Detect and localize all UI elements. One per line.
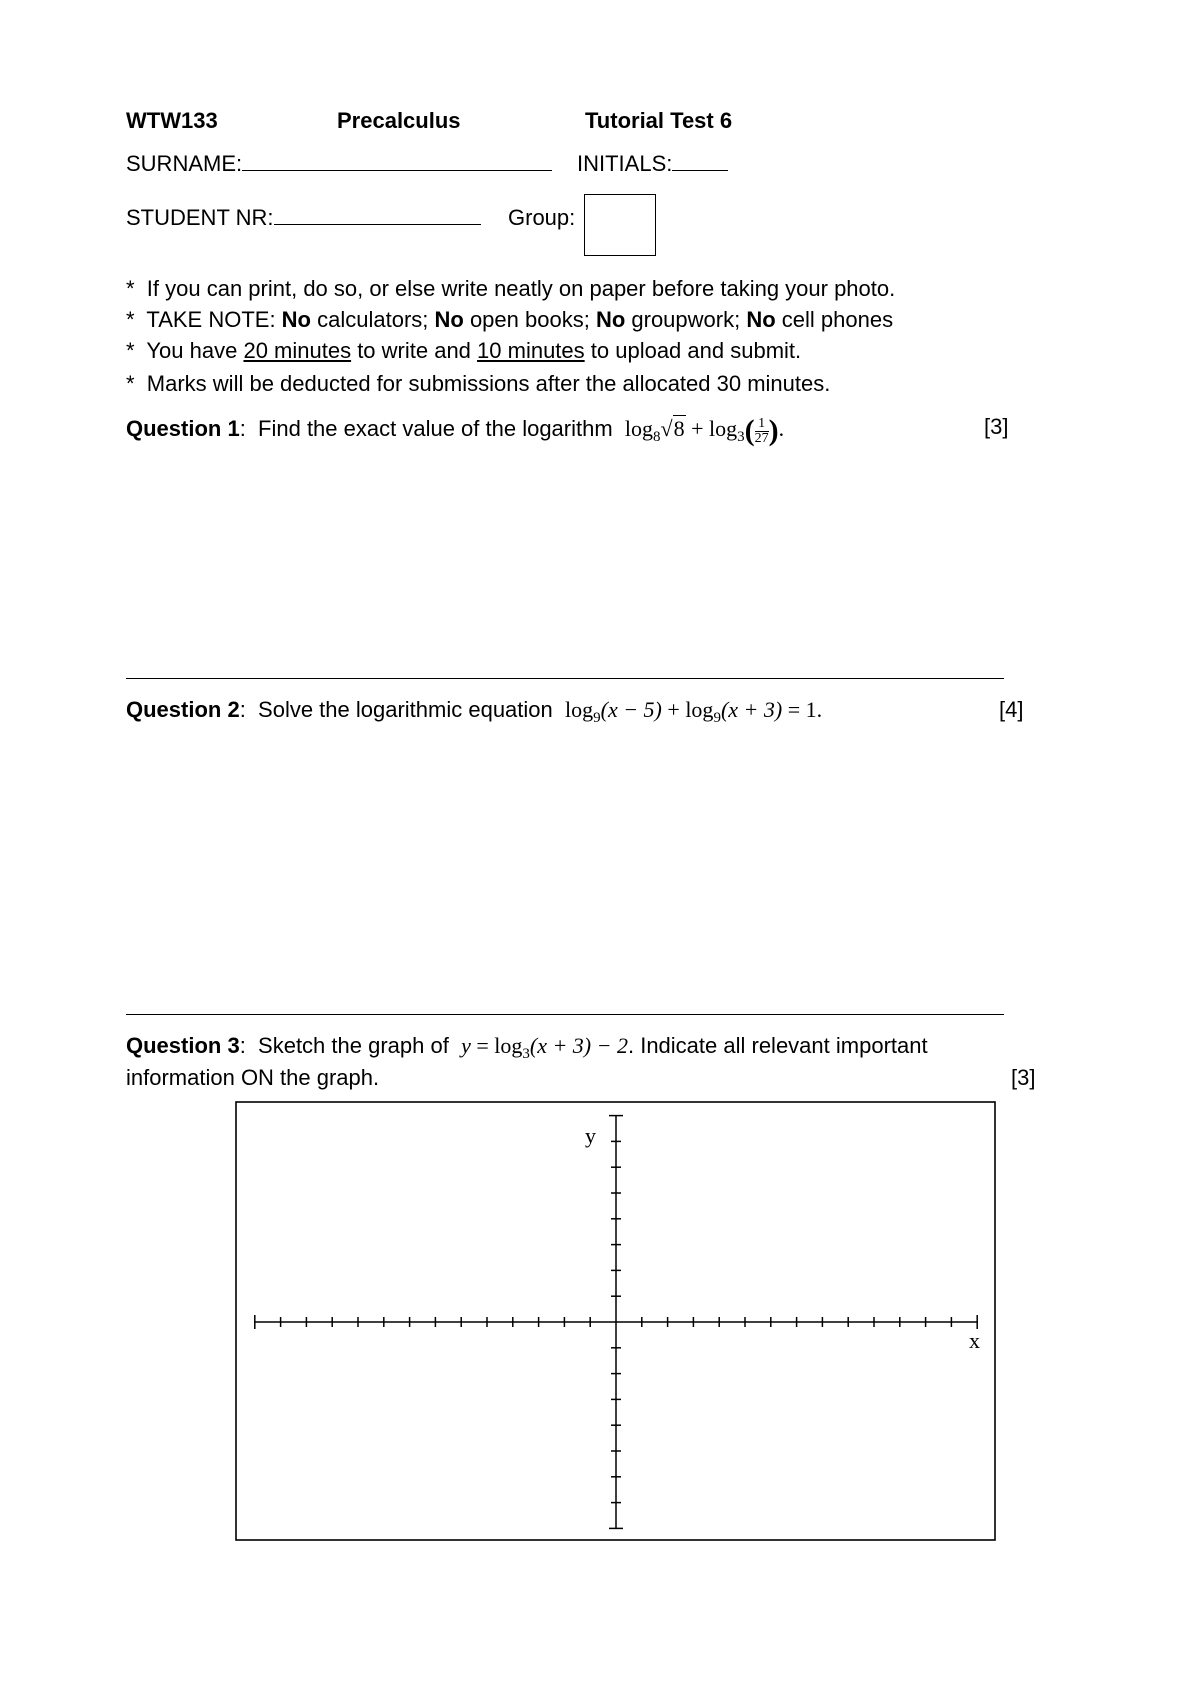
- initials-field: [577, 151, 728, 177]
- divider: [126, 1014, 1004, 1015]
- no-emphasis: No: [434, 307, 464, 332]
- take-note-books: open books;: [463, 307, 596, 332]
- student-nr-label: STUDENT NR:: [126, 205, 274, 230]
- take-note-calculators: calculators;: [311, 307, 435, 332]
- surname-blank[interactable]: [242, 152, 552, 171]
- close-paren: ): [768, 414, 779, 447]
- x-axis-label: x: [969, 1328, 980, 1353]
- surname-label: SURNAME:: [126, 151, 243, 176]
- test-name: Tutorial Test 6: [585, 108, 733, 133]
- bullet: *: [126, 276, 135, 301]
- take-note-groupwork: groupwork;: [625, 307, 747, 332]
- instruction-3: [126, 338, 801, 364]
- question-2: Question 2: Solve the logarithmic equation $\log_9(x - 5) + \log_9(x + 3) = 1$.: [126, 697, 823, 726]
- log-word: log: [624, 416, 654, 442]
- fraction-denominator: 27: [754, 430, 769, 446]
- log-argument: (x + 3) − 2: [529, 1033, 628, 1058]
- no-emphasis: No: [281, 307, 311, 332]
- question-2-marks: [4]: [999, 697, 1024, 722]
- log-base: 3: [737, 429, 745, 446]
- log-word: log: [685, 697, 714, 722]
- time-upload: 10 minutes: [477, 338, 585, 363]
- group-label: Group:: [508, 205, 576, 230]
- question-3-text-after: . Indicate all relevant important: [627, 1033, 928, 1058]
- question-3: Question 3: Sketch the graph of $y = \log_3(x + 3) - 2$. Indicate all relevant important: [126, 1033, 928, 1062]
- divider: [126, 678, 1004, 679]
- log-word: log: [565, 697, 594, 722]
- instruction-1-text: If you can print, do so, or else write neatly on paper before taking your photo.: [146, 276, 896, 301]
- initials-blank[interactable]: [672, 152, 728, 171]
- fraction-numerator: 1: [755, 417, 769, 432]
- question-2-label: Question 2: [126, 697, 240, 722]
- student-nr-blank[interactable]: [274, 206, 481, 225]
- instruction-2: [126, 307, 893, 333]
- instruction-1: [126, 276, 895, 302]
- period: .: [778, 416, 785, 442]
- course-name: Precalculus: [337, 108, 461, 133]
- time-prefix: You have: [146, 338, 244, 363]
- radicand: 8: [673, 416, 685, 442]
- question-3-expression: [461, 1033, 628, 1062]
- log-argument: (x − 5): [600, 697, 662, 722]
- question-2-expression: [565, 697, 823, 726]
- no-emphasis: No: [746, 307, 776, 332]
- group-box[interactable]: [584, 194, 656, 256]
- open-paren: (: [744, 414, 755, 447]
- time-suffix: to upload and submit.: [584, 338, 802, 363]
- plus-sign: +: [661, 697, 686, 722]
- question-3-marks: [3]: [1011, 1065, 1036, 1090]
- fraction: [755, 417, 769, 446]
- bullet: *: [126, 307, 135, 332]
- plus-sign: +: [691, 416, 704, 442]
- student-nr-field: [126, 205, 481, 231]
- log-word: log: [494, 1033, 523, 1058]
- instruction-4: [126, 371, 830, 397]
- question-3-text: Sketch the graph of: [258, 1033, 449, 1058]
- question-2-text: Solve the logarithmic equation: [258, 697, 553, 722]
- question-1: Question 1: Find the exact value of the logarithm $\log_8√8 + \log_3$( $\frac{1}{27}$ ).: [126, 414, 785, 447]
- time-write: 20 minutes: [243, 338, 352, 363]
- question-3-label: Question 3: [126, 1033, 240, 1058]
- initials-label: INITIALS:: [577, 151, 673, 176]
- instruction-4-text: Marks will be deducted for submissions after the allocated 30 minutes.: [146, 371, 831, 396]
- y-axis-label: y: [585, 1123, 596, 1148]
- time-middle: to write and: [351, 338, 478, 363]
- no-emphasis: No: [595, 307, 626, 332]
- bullet: *: [126, 371, 135, 396]
- log-base: 9: [713, 710, 721, 726]
- surname-field: [126, 151, 552, 177]
- sketch-graph[interactable]: [235, 1101, 996, 1541]
- equation-rhs: = 1.: [782, 697, 823, 722]
- course-code: WTW133: [126, 108, 218, 133]
- equals-sign: =: [470, 1033, 495, 1058]
- y-variable: y: [461, 1033, 471, 1058]
- log-argument: (x + 3): [720, 697, 783, 722]
- log-base: 9: [593, 710, 601, 726]
- log-base: 3: [522, 1046, 530, 1062]
- log-word: log: [709, 416, 738, 442]
- take-note-phones: cell phones: [775, 307, 894, 332]
- question-1-label: Question 1: [126, 416, 240, 442]
- question-1-text: Find the exact value of the logarithm: [258, 416, 613, 442]
- question-1-marks: [3]: [984, 414, 1009, 439]
- bullet: *: [126, 338, 135, 363]
- take-note-prefix: TAKE NOTE:: [146, 307, 282, 332]
- log-base: 8: [653, 429, 661, 446]
- question-1-expression: $\log_8√8 + \log_3$( $\frac{1}{27}$ ).: [624, 414, 785, 447]
- question-3-line2: information ON the graph.: [126, 1065, 380, 1090]
